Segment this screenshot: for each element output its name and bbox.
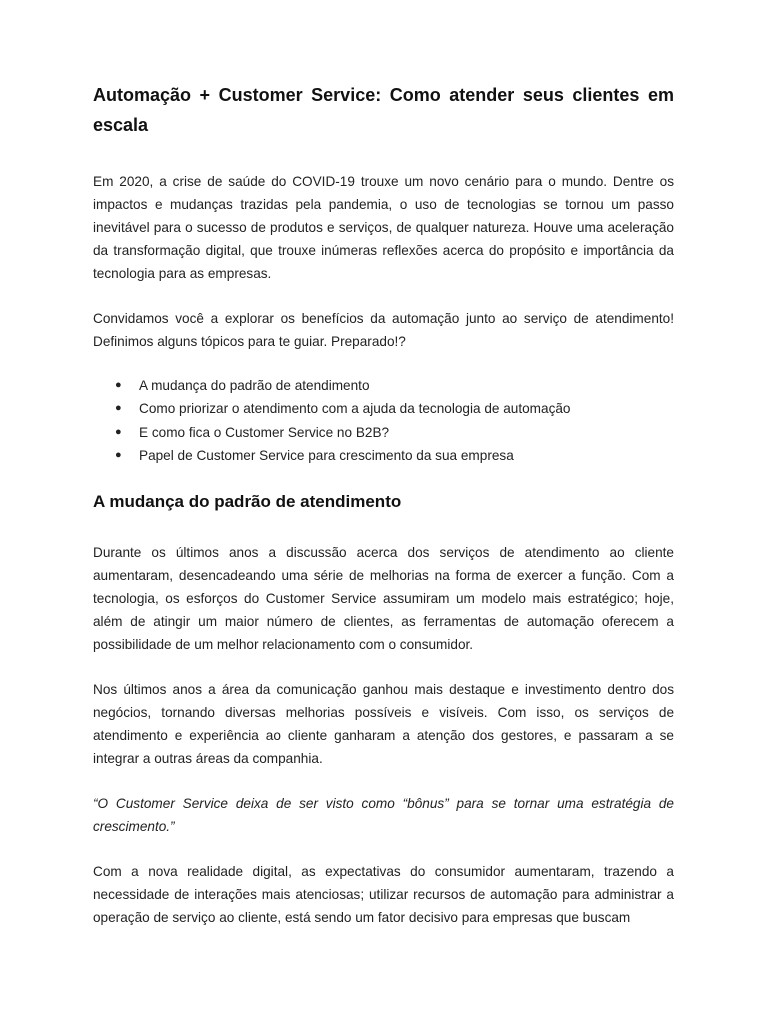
pull-quote: “O Customer Service deixa de ser visto como “bônus” para se tornar uma estratégia de crescimento.” <box>93 796 674 835</box>
bullet-icon: ● <box>115 425 122 438</box>
intro-paragraph: Em 2020, a crise de saúde do COVID-19 trouxe um novo cenário para o mundo. Dentre os impactos e mudanças trazidas pela pandemia, o uso de tecnologias se tornou um passo inevitável para o sucesso de produtos e serviços, de qualquer natureza. Houve uma aceleração da transformação digital, que trouxe inúmeras reflexões acerca do propósito e importância da tecnologia para as empresas. <box>93 174 674 281</box>
section-paragraph: Durante os últimos anos a discussão acerca dos serviços de atendimento ao cliente aumentaram, desencadeando uma série de melhorias na forma de exercer a função. Com a tecnologia, os esforços do Customer Service assumiram um modelo mais estratégico; hoje, além de atingir um maior número de clientes, as ferramentas de automação oferecem a possibilidade de um melhor relacionamento com o consumidor. <box>93 545 674 653</box>
list-item-label: E como fica o Customer Service no B2B? <box>139 424 390 440</box>
list-item-label: Como priorizar o atendimento com a ajuda da tecnologia de automação <box>139 401 571 417</box>
bullet-icon: ● <box>115 402 122 415</box>
list-item <box>93 444 674 467</box>
bullet-icon: ● <box>115 379 122 391</box>
list-item-label: Papel de Customer Service para crescimento da sua empresa <box>139 447 514 463</box>
bullet-icon: ● <box>115 448 122 461</box>
section-paragraph: Nos últimos anos a área da comunicação ganhou mais destaque e investimento dentro dos negócios, tornando diversas melhorias possíveis e visíveis. Com isso, os serviços de atendimento e experiência ao cliente ganharam a atenção dos gestores, e passaram a se integrar a outras áreas da companhia. <box>93 682 674 767</box>
list-item <box>93 374 674 397</box>
invitation-paragraph: Convidamos você a explorar os benefícios da automação junto ao serviço de atendimento! Definimos alguns tópicos para te guiar. Preparado!? <box>93 311 674 349</box>
document-title: Automação + Customer Service: Como atender seus clientes em escala <box>93 85 674 135</box>
topics-list <box>93 374 674 467</box>
document-page <box>93 80 674 929</box>
list-item <box>93 397 674 420</box>
list-item <box>93 421 674 444</box>
section-paragraph: Com a nova realidade digital, as expectativas do consumidor aumentaram, trazendo a necessidade de interações mais atenciosas; utilizar recursos de automação para administrar a operação de serviço ao cliente, está sendo um fator decisivo para empresas que buscam <box>93 864 674 926</box>
section-title: A mudança do padrão de atendimento <box>93 492 402 512</box>
list-item-label: A mudança do padrão de atendimento <box>139 378 370 393</box>
